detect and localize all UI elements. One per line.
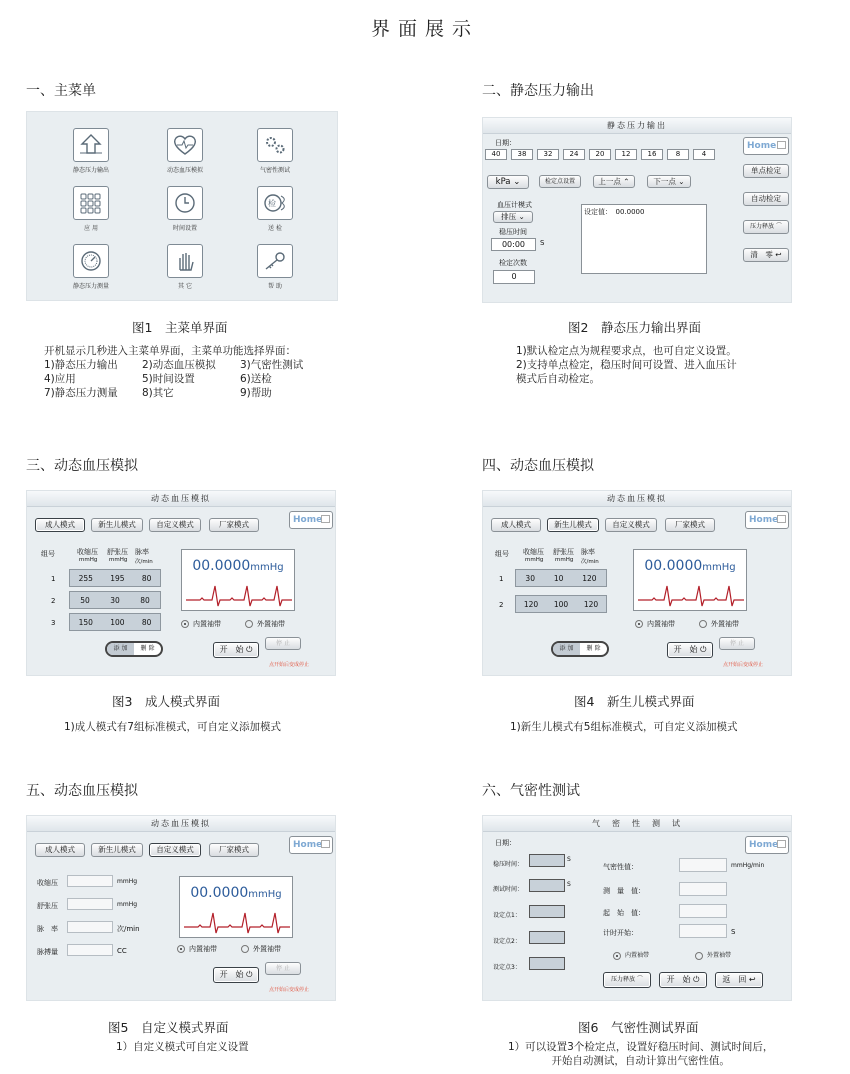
start-label: 开 始: [666, 975, 691, 984]
count-label: 检定次数: [499, 259, 527, 267]
col-group: 组号: [41, 550, 55, 558]
unit-value: kPa: [495, 177, 511, 187]
cell-pulse: 120: [583, 599, 599, 609]
radio-off-icon: [245, 620, 253, 628]
hold-time-unit: S: [567, 856, 571, 863]
tab-adult-mode[interactable]: 成人模式: [491, 518, 541, 532]
setpoint-3-input[interactable]: [529, 957, 565, 970]
back-label: 返 回: [722, 975, 747, 984]
adult-mode-screen: [26, 490, 336, 676]
unit-dropdown[interactable]: [487, 175, 529, 189]
home-label: Home: [749, 840, 779, 850]
screen-title: 气 密 性 测 试: [483, 816, 791, 832]
row-index: 1: [499, 575, 504, 583]
dynamic-bp-heart-icon[interactable]: [167, 128, 203, 162]
home-label: Home: [293, 515, 323, 525]
count-field[interactable]: 0: [493, 270, 535, 284]
timer-output: [679, 924, 727, 938]
col-pulse: 脉率: [581, 548, 595, 556]
monitor-reading: [634, 558, 746, 574]
radio-label: 内置袖带: [189, 945, 217, 953]
release-label: 压力释放: [611, 976, 636, 983]
pressure-monitor: [179, 876, 293, 938]
setpoint-2-input[interactable]: [529, 931, 565, 944]
set-value-text: 设定值： 00.0000: [584, 208, 645, 216]
screen-title: 动态血压模拟: [27, 816, 335, 832]
desc-item: 7)静态压力测量: [44, 387, 118, 399]
prev-label: 上一点: [598, 177, 621, 186]
cell-diastolic: 100: [553, 599, 569, 609]
set-value-panel: [581, 204, 707, 274]
return-arrow-icon: ↩: [748, 975, 756, 984]
checkpoint-field[interactable]: 40: [485, 149, 507, 160]
tab-newborn-mode[interactable]: 新生儿模式: [91, 843, 143, 857]
ecg-waveform-icon: [186, 584, 292, 608]
gears-icon[interactable]: [257, 128, 293, 162]
tab-custom-mode[interactable]: 自定义模式: [149, 518, 201, 532]
pressure-monitor: [633, 549, 747, 611]
screen-title: 动态血压模拟: [27, 491, 335, 507]
cuff-external-radio[interactable]: [241, 944, 281, 954]
chevron-down-icon: ⌄: [678, 177, 685, 186]
cell-diastolic: 10: [553, 573, 564, 583]
section-6-heading: 六、气密性测试: [482, 783, 580, 799]
start-label: 开 始: [219, 645, 244, 654]
figure-3-description: 1)成人模式有7组标准模式，可自定义添加模式: [64, 721, 281, 733]
cell-systolic: 255: [78, 573, 93, 583]
hold-time-input[interactable]: [529, 854, 565, 867]
cell-diastolic: 100: [110, 617, 125, 627]
stroke-volume-unit: CC: [117, 947, 127, 955]
figure-2-caption: 图2 静态压力输出界面: [568, 320, 701, 335]
hold-time-label: 稳压时间：: [493, 861, 524, 868]
radio-on-icon: [613, 952, 621, 960]
col-pulse: 脉率: [135, 548, 149, 556]
radio-label: 外置袖带: [711, 620, 739, 628]
monitor-value: 00.0000: [190, 885, 249, 901]
home-icon: [777, 141, 786, 149]
gauge-icon[interactable]: [73, 244, 109, 278]
home-button[interactable]: [745, 836, 789, 854]
measured-output: [679, 882, 727, 896]
tab-custom-mode[interactable]: 自定义模式: [149, 843, 201, 857]
chevron-down-icon: ⌄: [518, 212, 525, 221]
initial-label: 起 始 值：: [603, 909, 645, 917]
checkpoint-field[interactable]: 4: [693, 149, 715, 160]
delete-segment[interactable]: 删 除: [140, 645, 155, 652]
home-label: Home: [749, 515, 779, 525]
col-diastolic: 舒张压: [553, 548, 574, 556]
monitor-reading: [180, 885, 292, 901]
tile-label: 应 用: [84, 225, 98, 232]
stop-button[interactable]: 停 止: [265, 962, 301, 975]
home-button[interactable]: [289, 836, 333, 854]
hand-icon[interactable]: [167, 244, 203, 278]
tile-label: 时间设置: [172, 225, 197, 232]
tile-label: 其 它: [178, 283, 192, 290]
home-button[interactable]: [745, 511, 789, 529]
monitor-value: 00.0000: [644, 558, 703, 574]
cell-systolic: 120: [523, 599, 539, 609]
add-segment[interactable]: 添 加: [553, 643, 580, 655]
tile-label: 帮 助: [268, 283, 282, 290]
tile-label: 送 检: [268, 225, 282, 232]
help-key-icon[interactable]: [257, 244, 293, 278]
radio-on-icon: [177, 945, 185, 953]
checkpoint-field[interactable]: 20: [589, 149, 611, 160]
unit-pulse: 次/min: [135, 559, 153, 565]
measured-label: 测 量 值：: [603, 887, 645, 895]
desc-item: 9)帮助: [240, 387, 272, 399]
stop-button[interactable]: 停 止: [719, 637, 755, 650]
tab-adult-mode[interactable]: 成人模式: [35, 518, 85, 532]
cell-systolic: 50: [80, 595, 90, 605]
desc-line: 开机显示几秒进入主菜单界面，主菜单功能选择界面：: [44, 345, 296, 357]
row-index: 2: [51, 597, 56, 605]
checkpoint-field[interactable]: 32: [537, 149, 559, 160]
bp-mode-dropdown[interactable]: [493, 211, 533, 223]
desc-line: 模式后自动检定。: [516, 373, 600, 385]
set-checkpoints-button[interactable]: 检定点设置: [539, 175, 581, 188]
static-pressure-output-icon[interactable]: [73, 128, 109, 162]
chevron-up-icon: ⌃: [623, 177, 630, 186]
airtightness-output: [679, 858, 727, 872]
radio-label: 外置袖带: [257, 620, 285, 628]
diastolic-unit: mmHg: [117, 901, 138, 908]
hold-time-label: 稳压时间: [499, 228, 527, 236]
pulse-input[interactable]: [67, 921, 113, 933]
add-delete-toggle[interactable]: [551, 641, 609, 657]
figure-5-caption: 图5 自定义模式界面: [108, 1020, 229, 1035]
cuff-internal-radio[interactable]: [177, 944, 217, 954]
checkpoints-row: [485, 149, 741, 161]
release-label: 压力释放: [750, 223, 775, 230]
section-4-heading: 四、动态血压模拟: [482, 458, 594, 474]
tab-custom-mode[interactable]: 自定义模式: [605, 518, 657, 532]
date-label: 日期：: [495, 839, 516, 847]
home-icon: [777, 515, 786, 523]
unit-systolic: mmHg: [525, 557, 544, 563]
main-menu-screen: [26, 111, 338, 301]
apps-grid-icon[interactable]: [73, 186, 109, 220]
back-button[interactable]: [715, 972, 763, 988]
tile-label: 静态压力测量: [72, 283, 109, 290]
monitor-value: 00.0000: [192, 558, 251, 574]
monitor-unit: mmHg: [250, 562, 284, 573]
figure-6-caption: 图6 气密性测试界面: [578, 1020, 699, 1035]
stroke-volume-input[interactable]: [67, 944, 113, 956]
test-time-unit: S: [567, 881, 571, 888]
next-label: 下一点: [653, 177, 676, 186]
monitor-reading: [182, 558, 294, 574]
radio-on-icon: [181, 620, 189, 628]
section-2-heading: 二、静态压力输出: [482, 83, 594, 99]
airtightness-unit: mmHg/min: [731, 862, 765, 869]
start-button[interactable]: [213, 967, 259, 983]
custom-mode-screen: [26, 815, 336, 1001]
pulse-label: 脉 率: [37, 925, 58, 933]
figure-6-description: [508, 1040, 773, 1068]
start-label: 开 始: [219, 970, 244, 979]
delete-segment[interactable]: 删 除: [586, 645, 601, 652]
cell-pulse: 80: [140, 595, 150, 605]
chevron-down-icon: ⌄: [513, 177, 521, 187]
cuff-external-radio[interactable]: [245, 619, 285, 629]
inspection-stamp-icon[interactable]: [257, 186, 293, 220]
mode-value: 排压: [501, 212, 517, 221]
setpoint-1-label: 设定点1：: [493, 912, 521, 919]
airtightness-label: 气密性值：: [603, 863, 638, 871]
zero-button[interactable]: [743, 248, 789, 262]
figure-4-description: 1)新生儿模式有5组标准模式，可自定义添加模式: [510, 721, 738, 733]
tile-label: 静态压力输出: [72, 167, 109, 174]
cell-pulse: 80: [141, 617, 152, 627]
arc-icon: ⌒: [636, 976, 643, 983]
test-time-input[interactable]: [529, 879, 565, 892]
figure-4-caption: 图4 新生儿模式界面: [574, 694, 695, 709]
figure-1-caption: 图1 主菜单界面: [132, 320, 228, 335]
single-point-button[interactable]: 单点检定: [743, 164, 789, 178]
cuff-internal-radio[interactable]: [635, 619, 675, 629]
initial-output: [679, 904, 727, 918]
setpoint-2-label: 设定点2：: [493, 938, 521, 945]
home-icon: [321, 515, 330, 523]
power-icon: ⏻: [693, 975, 700, 984]
return-arrow-icon: ↩: [775, 250, 782, 259]
radio-label: 外置袖带: [253, 945, 281, 953]
diastolic-label: 舒张压: [37, 902, 58, 910]
page-title: 界面展示: [370, 18, 479, 40]
date-label: 日期：: [495, 139, 516, 147]
cell-diastolic: 30: [110, 595, 120, 605]
figure-3-caption: 图3 成人模式界面: [112, 694, 220, 709]
radio-label: 内置袖带: [625, 952, 650, 959]
tab-factory-mode[interactable]: 厂家模式: [665, 518, 715, 532]
setpoint-3-label: 设定点3：: [493, 964, 521, 971]
checkpoint-field[interactable]: 16: [641, 149, 663, 160]
home-button[interactable]: [743, 137, 789, 155]
unit-diastolic: mmHg: [109, 557, 128, 563]
cuff-external-radio[interactable]: [699, 619, 739, 629]
stop-note: 点开始后变成停止: [269, 662, 310, 668]
start-button[interactable]: [213, 642, 259, 658]
col-diastolic: 舒张压: [107, 548, 128, 556]
desc-line: 1)默认检定点为规程要求点，也可自定义设置。: [516, 345, 737, 357]
stop-note: 点开始后变成停止: [269, 987, 310, 993]
checkpoint-field[interactable]: 38: [511, 149, 533, 160]
desc-line: 2)支持单点检定，稳压时间可设置、进入血压计: [516, 359, 737, 371]
checkpoint-field[interactable]: 24: [563, 149, 585, 160]
hold-time-unit: S: [540, 239, 545, 247]
checkpoint-field[interactable]: 12: [615, 149, 637, 160]
radio-label: 外置袖带: [707, 952, 732, 959]
col-systolic: 收缩压: [77, 548, 98, 556]
col-systolic: 收缩压: [523, 548, 544, 556]
cuff-internal-radio[interactable]: [181, 619, 221, 629]
table-row[interactable]: [69, 569, 161, 587]
figure-2-description: [516, 344, 737, 386]
add-segment[interactable]: 添 加: [107, 643, 134, 655]
row-index: 2: [499, 601, 504, 609]
checkpoint-field[interactable]: 8: [667, 149, 689, 160]
stroke-volume-label: 脉搏量: [37, 948, 58, 956]
clear-label: 清 零: [750, 250, 773, 259]
desc-item: 8)其它: [142, 387, 174, 399]
test-time-label: 测试时间：: [493, 886, 524, 893]
col-group: 组号: [495, 550, 509, 558]
figure-5-description: 1）自定义模式可自定义设置: [116, 1041, 249, 1053]
pressure-release-button[interactable]: [743, 220, 789, 234]
screen-title: 静态压力输出: [483, 118, 791, 134]
screen-title: 动态血压模拟: [483, 491, 791, 507]
unit-pulse: 次/min: [581, 559, 599, 565]
ecg-waveform-icon: [638, 584, 744, 608]
airtightness-screen: [482, 815, 792, 1001]
tab-factory-mode[interactable]: 厂家模式: [209, 843, 259, 857]
start-label: 开 始: [673, 645, 698, 654]
pressure-monitor: [181, 549, 295, 611]
row-index: 1: [51, 575, 56, 583]
desc-item: 6)送检: [240, 373, 272, 385]
hold-time-field[interactable]: 00:00: [491, 238, 536, 251]
desc-item: 2)动态血压模拟: [142, 359, 216, 371]
power-icon: ⏻: [246, 645, 253, 654]
table-row[interactable]: [69, 613, 161, 631]
power-icon: ⏻: [700, 645, 707, 654]
tab-newborn-mode[interactable]: 新生儿模式: [547, 518, 599, 532]
cuff-external-radio[interactable]: [695, 950, 731, 960]
menu-grid: [67, 128, 299, 298]
diastolic-input[interactable]: [67, 898, 113, 910]
radio-label: 内置袖带: [647, 620, 675, 628]
monitor-unit: mmHg: [702, 562, 736, 573]
tile-label: 动态血压模拟: [166, 167, 203, 174]
cell-pulse: 80: [141, 573, 152, 583]
auto-check-button[interactable]: 自动检定: [743, 192, 789, 206]
power-icon: ⏻: [246, 970, 253, 979]
ecg-waveform-icon: [184, 911, 290, 935]
radio-off-icon: [695, 952, 703, 960]
start-button[interactable]: [659, 972, 707, 988]
timer-label: 计时开始：: [603, 929, 638, 937]
section-3-heading: 三、动态血压模拟: [26, 458, 138, 474]
monitor-unit: mmHg: [248, 889, 282, 900]
radio-label: 内置袖带: [193, 620, 221, 628]
stop-note: 点开始后变成停止: [723, 662, 764, 668]
desc-item: 1)静态压力输出: [44, 359, 118, 371]
radio-on-icon: [635, 620, 643, 628]
cell-diastolic: 195: [110, 573, 125, 583]
row-index: 3: [51, 619, 56, 627]
desc-item: 5)时间设置: [142, 373, 195, 385]
arc-icon: ⌒: [775, 223, 782, 230]
bp-mode-label: 血压计模式: [497, 201, 532, 209]
section-5-heading: 五、动态血压模拟: [26, 783, 138, 799]
table-row[interactable]: [515, 595, 607, 613]
next-point-button[interactable]: [647, 175, 691, 188]
unit-systolic: mmHg: [79, 557, 98, 563]
clock-icon[interactable]: [167, 186, 203, 220]
systolic-input[interactable]: [67, 875, 113, 887]
prev-point-button[interactable]: [593, 175, 635, 188]
desc-line: 开始自动测试，自动计算出气密性值。: [551, 1055, 730, 1067]
setpoint-1-input[interactable]: [529, 905, 565, 918]
tab-newborn-mode[interactable]: 新生儿模式: [91, 518, 143, 532]
systolic-label: 收缩压: [37, 879, 58, 887]
section-1-heading: 一、主菜单: [26, 83, 96, 99]
add-delete-toggle[interactable]: [105, 641, 163, 657]
cell-pulse: 120: [582, 573, 597, 583]
desc-line: 1）可以设置3个检定点，设置好稳压时间、测试时间后，: [508, 1041, 774, 1053]
home-icon: [777, 840, 786, 848]
home-label: Home: [293, 840, 323, 850]
radio-off-icon: [699, 620, 707, 628]
cell-systolic: 150: [78, 617, 93, 627]
timer-unit: S: [731, 928, 736, 936]
start-button[interactable]: [667, 642, 713, 658]
desc-item: 4)应用: [44, 373, 76, 385]
cuff-internal-radio[interactable]: [613, 950, 649, 960]
tab-factory-mode[interactable]: 厂家模式: [209, 518, 259, 532]
pulse-unit: 次/min: [117, 925, 140, 933]
home-label: Home: [747, 141, 777, 151]
stop-button[interactable]: 停 止: [265, 637, 301, 650]
table-row[interactable]: [515, 569, 607, 587]
svg-text:检: 检: [268, 199, 276, 208]
tile-label: 气密性测试: [259, 167, 290, 174]
pressure-release-button[interactable]: [603, 972, 651, 988]
unit-diastolic: mmHg: [555, 557, 574, 563]
systolic-unit: mmHg: [117, 878, 138, 885]
home-icon: [321, 840, 330, 848]
table-row[interactable]: [69, 591, 161, 609]
home-button[interactable]: [289, 511, 333, 529]
static-pressure-screen: [482, 117, 792, 303]
cell-systolic: 30: [525, 573, 535, 583]
desc-item: 3)气密性测试: [240, 359, 304, 371]
radio-off-icon: [241, 945, 249, 953]
newborn-mode-screen: [482, 490, 792, 676]
tab-adult-mode[interactable]: 成人模式: [35, 843, 85, 857]
figure-1-description: [44, 344, 338, 400]
